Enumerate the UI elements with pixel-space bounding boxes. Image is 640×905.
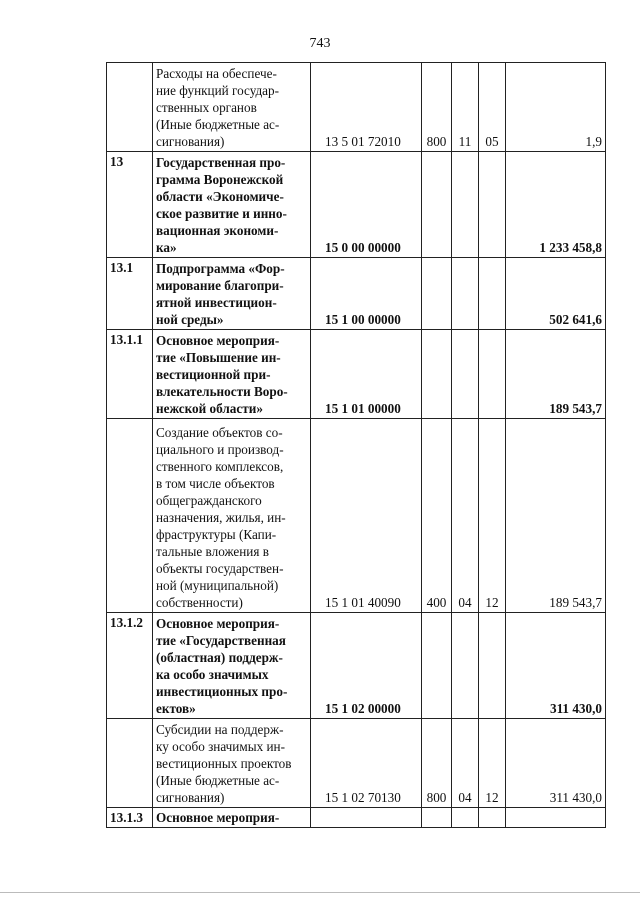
row-code: 15 1 01 00000 [311, 330, 422, 419]
row-vr: 400 [422, 419, 452, 613]
row-vr [422, 613, 452, 719]
row-rz: 11 [452, 63, 479, 152]
row-pr: 05 [479, 63, 506, 152]
table-row [107, 808, 606, 828]
row-amount: 189 543,7 [506, 330, 606, 419]
row-name: Подпрограмма «Фор- мирование благопри- ятной инвестицион- ной среды» [153, 258, 311, 330]
row-vr [422, 330, 452, 419]
table-row [107, 613, 606, 719]
row-amount: 1 233 458,8 [506, 152, 606, 258]
page-number: 743 [309, 36, 331, 51]
row-vr: 800 [422, 719, 452, 808]
table-row [107, 258, 606, 330]
row-number: 13.1.3 [107, 808, 153, 828]
row-rz [452, 258, 479, 330]
row-code [311, 808, 422, 828]
row-vr [422, 152, 452, 258]
row-rz [452, 808, 479, 828]
row-name: Основное мероприя- [153, 808, 311, 828]
row-pr [479, 258, 506, 330]
row-code: 15 1 00 00000 [311, 258, 422, 330]
row-rz [452, 330, 479, 419]
row-rz: 04 [452, 719, 479, 808]
row-vr [422, 808, 452, 828]
budget-table [106, 62, 606, 828]
row-amount: 311 430,0 [506, 719, 606, 808]
table-row [107, 719, 606, 808]
row-code: 15 1 02 00000 [311, 613, 422, 719]
table-row [107, 152, 606, 258]
row-pr [479, 152, 506, 258]
row-name: Субсидии на поддерж- ку особо значимых ин- вестиционных проектов (Иные бюджетные ас- сигнования) [153, 719, 311, 808]
row-rz: 04 [452, 419, 479, 613]
row-number [107, 63, 153, 152]
page-edge-line [0, 892, 640, 893]
row-vr [422, 258, 452, 330]
row-rz [452, 613, 479, 719]
row-name: Основное мероприя- тие «Государственная (областная) поддерж- ка особо значимых инвестиционных про- ектов» [153, 613, 311, 719]
row-code: 15 0 00 00000 [311, 152, 422, 258]
row-pr: 12 [479, 719, 506, 808]
row-number [107, 419, 153, 613]
row-name: Создание объектов со- циального и производ- ственного комплексов, в том числе объектов общегражданского назначения, жилья, ин- фраструктуры (Капи- тальные вложения в объекты государствен- ной (муниципальной) собственности) [153, 419, 311, 613]
row-amount [506, 808, 606, 828]
row-code: 15 1 02 70130 [311, 719, 422, 808]
row-code: 15 1 01 40090 [311, 419, 422, 613]
row-number: 13.1.2 [107, 613, 153, 719]
table-row [107, 419, 606, 613]
row-name: Основное мероприя- тие «Повышение ин- вестиционной при- влекательности Воро- нежской области» [153, 330, 311, 419]
table-row [107, 63, 606, 152]
row-code: 13 5 01 72010 [311, 63, 422, 152]
row-number: 13.1 [107, 258, 153, 330]
row-pr [479, 613, 506, 719]
row-pr: 12 [479, 419, 506, 613]
row-number [107, 719, 153, 808]
row-name: Государственная про- грамма Воронежской области «Экономиче- ское развитие и инно- вационная экономи- ка» [153, 152, 311, 258]
row-amount: 311 430,0 [506, 613, 606, 719]
row-number: 13 [107, 152, 153, 258]
row-amount: 1,9 [506, 63, 606, 152]
row-vr: 800 [422, 63, 452, 152]
row-amount: 502 641,6 [506, 258, 606, 330]
row-pr [479, 808, 506, 828]
row-number: 13.1.1 [107, 330, 153, 419]
row-amount: 189 543,7 [506, 419, 606, 613]
table-row [107, 330, 606, 419]
row-name: Расходы на обеспече- ние функций государ- ственных органов (Иные бюджетные ас- сигнования) [153, 63, 311, 152]
row-pr [479, 330, 506, 419]
row-rz [452, 152, 479, 258]
